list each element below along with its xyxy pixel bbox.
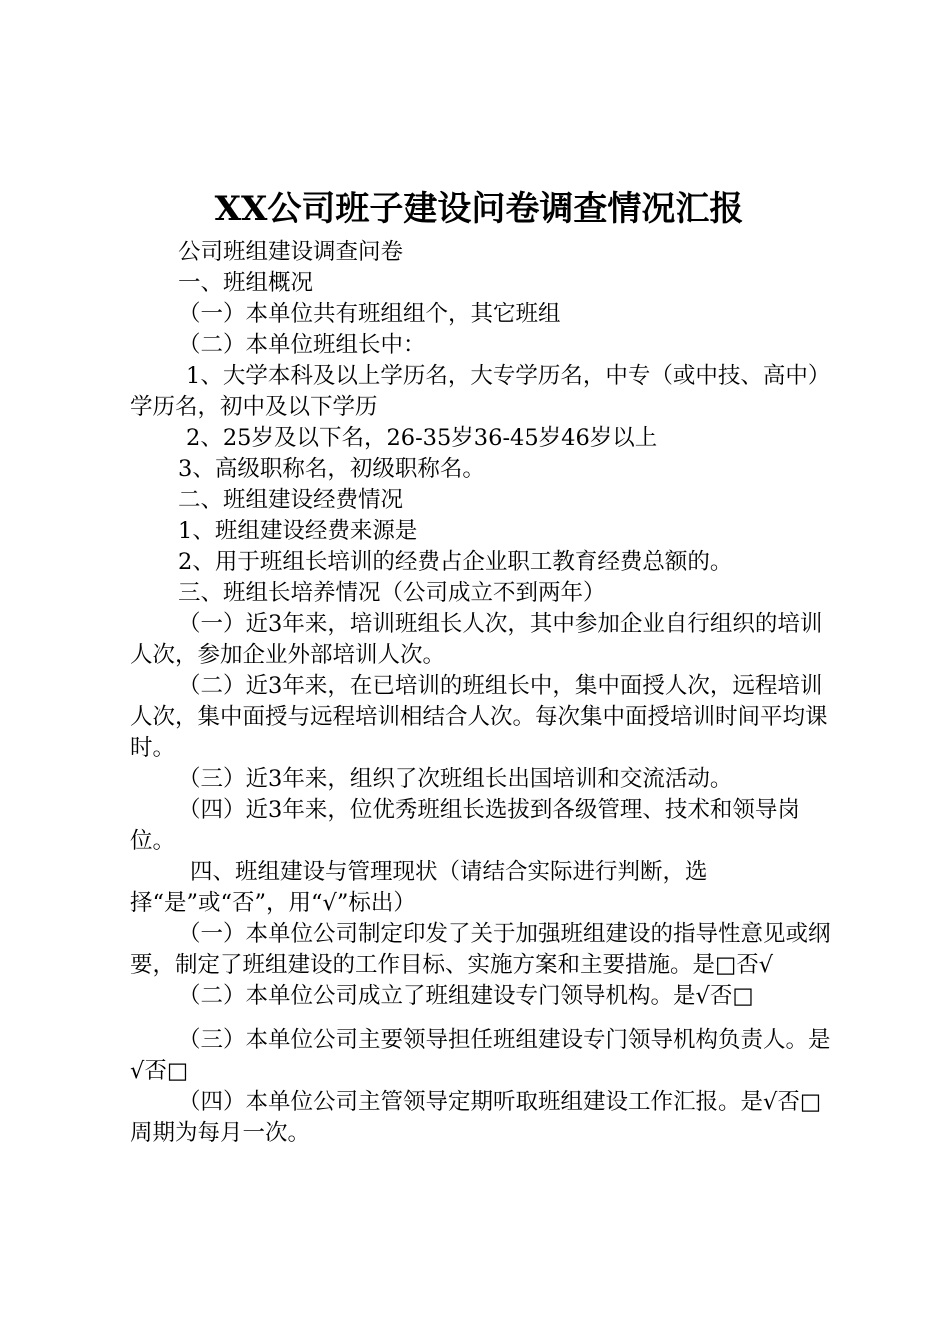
- paragraph-education: 1、大学本科及以上学历名，大专学历名，中专（或中技、高中）学历名，初中及以下学历: [130, 363, 831, 420]
- paragraph-item-4-1: （一）本单位公司制定印发了关于加强班组建设的指导性意见或纲要，制定了班组建设的工作目标、实施方案和主要措施。是□否√: [130, 921, 831, 978]
- paragraph-section-2: 二、班组建设经费情况: [178, 487, 404, 513]
- paragraph-section-3: 三、班组长培养情况（公司成立不到两年）: [178, 580, 606, 606]
- paragraph-titles: 3、高级职称名，初级职称名。: [178, 456, 485, 482]
- paragraph-section-1: 一、班组概况: [178, 270, 314, 296]
- paragraph-age: 2、25岁及以下名，26-35岁36-45岁46岁以上: [186, 425, 658, 451]
- paragraph-item-1-1: （一）本单位共有班组组个，其它班组: [178, 301, 561, 327]
- paragraph-survey-name: 公司班组建设调查问卷: [178, 239, 404, 265]
- paragraph-item-4-3: （三）本单位公司主要领导担任班组建设专门领导机构负责人。是√否□: [130, 1027, 831, 1084]
- paragraph-section-4: 四、班组建设与管理现状（请结合实际进行判断，选择“是”或“否”，用“√”标出）: [130, 859, 708, 916]
- paragraph-funding-source: 1、班组建设经费来源是: [178, 518, 418, 544]
- paragraph-item-3-4: （四）近3年来，位优秀班组长选拔到各级管理、技术和领导岗位。: [130, 797, 800, 854]
- document-title: XX公司班子建设问卷调查情况汇报: [214, 189, 744, 229]
- paragraph-spacer: [130, 1012, 832, 1025]
- paragraph-funding-ratio: 2、用于班组长培训的经费占企业职工教育经费总额的。: [178, 549, 733, 575]
- document-body: [130, 237, 832, 1149]
- paragraph-item-4-4: （四）本单位公司主管领导定期听取班组建设工作汇报。是√否□周期为每月一次。: [130, 1089, 822, 1146]
- paragraph-item-4-2: （二）本单位公司成立了班组建设专门领导机构。是√否□: [178, 983, 754, 1009]
- paragraph-item-3-1: （一）近3年来，培训班组长人次，其中参加企业自行组织的培训人次，参加企业外部培训人次。: [130, 611, 823, 668]
- paragraph-item-3-3: （三）近3年来，组织了次班组长出国培训和交流活动。: [178, 766, 733, 792]
- paragraph-item-3-2: （二）近3年来，在已培训的班组长中，集中面授人次，远程培训人次，集中面授与远程培训相结合人次。每次集中面授培训时间平均课时。: [130, 673, 828, 761]
- paragraph-item-1-2: （二）本单位班组长中：: [178, 332, 426, 358]
